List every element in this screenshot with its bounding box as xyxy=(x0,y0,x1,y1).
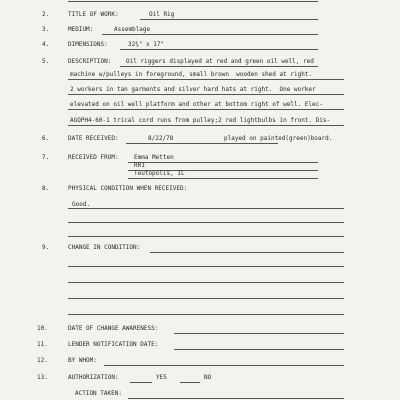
description-line: 2 workers in tan garments and silver hard hats at right. One worker xyxy=(70,86,316,93)
field-underline xyxy=(68,94,344,95)
item-number: 8. xyxy=(42,185,50,192)
field-underline xyxy=(140,19,318,20)
dimensions-label: DIMENSIONS: xyxy=(68,41,108,48)
no-checkbox-line xyxy=(180,382,200,383)
action-taken-label: ACTION TAKEN: xyxy=(75,390,122,397)
physical-condition-label: PHYSICAL CONDITION WHEN RECEIVED: xyxy=(68,185,188,192)
description-line: machine w/pulleys in foreground, small brown wooden shed at right. xyxy=(70,71,313,78)
field-underline xyxy=(68,314,344,315)
item-number: 2. xyxy=(42,11,50,18)
received-from-name: Emma Metten xyxy=(134,154,174,161)
authorization-yes: YES xyxy=(156,374,167,381)
field-underline xyxy=(120,49,318,50)
field-underline xyxy=(102,34,318,35)
by-whom-label: BY WHOM: xyxy=(68,357,97,364)
medium-value: Assemblage xyxy=(114,26,151,33)
item-number: 4. xyxy=(42,41,50,48)
change-in-condition-label: CHANGE IN CONDITION: xyxy=(68,244,141,251)
item-number: 12. xyxy=(37,357,48,364)
yes-checkbox-line xyxy=(130,382,152,383)
field-underline xyxy=(68,79,344,80)
physical-condition-value: Good. xyxy=(72,201,91,208)
description-line: elevated on oil well platform and other at bottom right of well. Elec- xyxy=(70,101,323,108)
authorization-label: AUTHORIZATION: xyxy=(68,374,119,381)
field-underline xyxy=(68,266,344,267)
field-underline xyxy=(120,66,318,67)
dimensions-value: 32¾" x 17" xyxy=(128,41,165,48)
field-underline xyxy=(104,365,344,366)
description-continuation: played on painted(green)board. xyxy=(224,135,333,142)
date-of-change-label: DATE OF CHANGE AWARENESS: xyxy=(68,325,159,332)
description-label: DESCRIPTION: xyxy=(68,58,112,65)
item-number: 13. xyxy=(37,374,48,381)
date-received-value: 8/22/78 xyxy=(148,135,174,142)
item-number: 9. xyxy=(42,244,50,251)
field-underline xyxy=(68,109,344,110)
field-underline xyxy=(174,333,344,334)
lender-notification-label: LENDER NOTIFICATION DATE: xyxy=(68,341,159,348)
item-number: 7. xyxy=(42,154,50,161)
item-number: 3. xyxy=(42,26,50,33)
medium-label: MEDIUM: xyxy=(68,26,94,33)
field-underline xyxy=(68,298,344,299)
title-label: TITLE OF WORK: xyxy=(68,11,119,18)
field-underline xyxy=(128,162,318,163)
field-underline xyxy=(128,398,344,399)
field-underline xyxy=(68,1,318,2)
received-from-address: RR1 xyxy=(134,162,145,169)
field-underline xyxy=(174,349,344,350)
date-received-label: DATE RECEIVED: xyxy=(68,135,119,142)
description-line: AGOPH4-60-1 trical cord runs from pulley;2 red lightbulbs in front. Dis- xyxy=(70,117,331,124)
item-number: 6. xyxy=(42,135,50,142)
item-number: 5. xyxy=(42,58,50,65)
received-from-label: RECEIVED FROM: xyxy=(68,154,119,161)
field-underline xyxy=(68,208,344,209)
field-underline xyxy=(68,222,344,223)
field-underline xyxy=(68,282,344,283)
title-value: Oil Rig xyxy=(149,11,175,18)
received-from-city: Teutopolis, IL xyxy=(134,170,185,177)
field-underline xyxy=(68,236,344,237)
item-number: 11. xyxy=(37,341,48,348)
field-underline xyxy=(150,252,344,253)
authorization-no: NO xyxy=(204,374,212,381)
description-line: Oil riggers displayed at red and green oil well, red xyxy=(126,58,314,65)
item-number: 10. xyxy=(37,325,48,332)
field-underline xyxy=(68,125,344,126)
field-underline xyxy=(128,178,318,179)
field-underline xyxy=(126,143,278,144)
